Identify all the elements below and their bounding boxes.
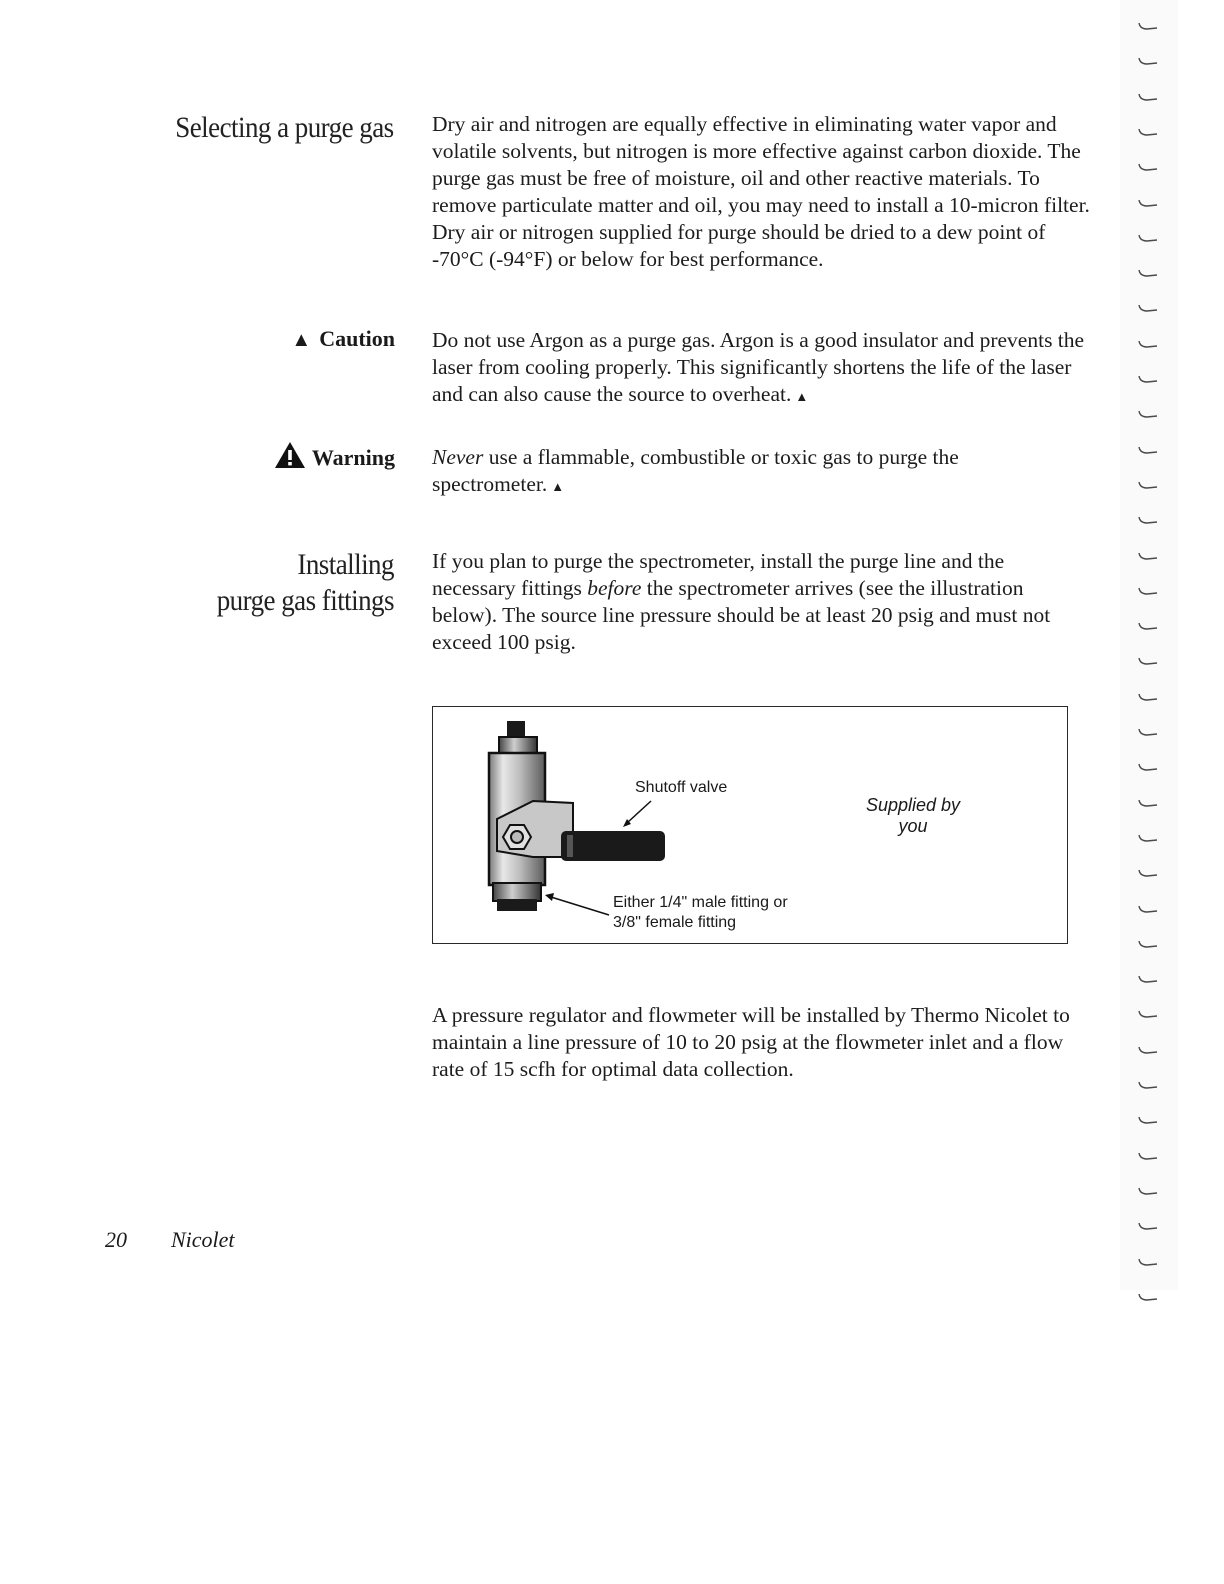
- binding-hole-icon: [1138, 905, 1158, 915]
- heading-selecting-purge-gas: Selecting a purge gas: [175, 111, 394, 144]
- binding-hole-icon: [1138, 446, 1158, 456]
- binding-hole-icon: [1138, 1258, 1158, 1268]
- fittings-paragraph: [432, 548, 1092, 656]
- binding-hole-icon: [1138, 234, 1158, 244]
- fittings-text-2: the spectrometer arrives (see the illustration below). The source line pressure should be at least 20 psig and must not exceed 100 psig.: [432, 575, 1051, 654]
- binding-hole-icon: [1138, 340, 1158, 350]
- binding-hole-icon: [1138, 1152, 1158, 1162]
- warning-label: [274, 441, 395, 471]
- heading-installing-fittings: [217, 547, 394, 619]
- binding-hole-icon: [1138, 728, 1158, 738]
- shutoff-valve-figure: [432, 706, 1068, 944]
- caution-paragraph: [432, 327, 1092, 411]
- end-mark-icon: ▲: [795, 388, 809, 404]
- purge-gas-paragraph: Dry air and nitrogen are equally effective in eliminating water vapor and volatile solvents, but nitrogen is more effective against carbon dioxide. The purge gas must be free of moisture, oil and other reactive materials. To remove particulate matter and oil, you may need to install a 10-micron filter. Dry air or nitrogen supplied for purge should be dried to a dew point of -70°C (-94°F) or below for best performance.: [432, 112, 1090, 271]
- fitting-label-line-2: 3/8" female fitting: [613, 914, 737, 931]
- heading-line-2: purge gas fittings: [216, 584, 394, 617]
- binding-hole-icon: [1138, 57, 1158, 67]
- binding-hole-icon: [1138, 1081, 1158, 1091]
- binding-hole-icon: [1138, 799, 1158, 809]
- warning-label-text: Warning: [311, 445, 395, 470]
- caution-triangle-icon: ▲: [291, 329, 312, 351]
- binding-hole-icon: [1138, 1010, 1158, 1020]
- caution-label: [291, 326, 395, 353]
- caution-text: Do not use Argon as a purge gas. Argon is a good insulator and prevents the laser from cooling properly. This significantly shortens the life of the laser and can also cause the source to overheat.: [432, 328, 1085, 406]
- shutoff-valve-label: Shutoff valve: [635, 779, 728, 796]
- footer-brand: Nicolet: [171, 1227, 235, 1252]
- page-number: 20: [105, 1227, 127, 1252]
- binding-hole-icon: [1138, 481, 1158, 491]
- fittings-text-1: If you plan to purge the spectrometer, install the purge line and the necessary fittings: [432, 549, 1005, 600]
- regulator-paragraph: A pressure regulator and flowmeter will be installed by Thermo Nicolet to maintain a line pressure of 10 to 20 psig at the flowmeter inlet and a flow rate of 15 scfh for optimal data collection.: [432, 1003, 1070, 1081]
- warning-text: use a flammable, combustible or toxic gas to purge the spectrometer.: [432, 445, 959, 496]
- binding-hole-icon: [1138, 940, 1158, 950]
- fitting-label-line-1: Either 1/4" male fitting or: [613, 894, 788, 911]
- binding-hole-icon: [1138, 657, 1158, 667]
- warning-emphasis: Never: [432, 445, 484, 469]
- binding-hole-icon: [1138, 763, 1158, 773]
- binding-hole-icon: [1138, 22, 1158, 32]
- supplied-line-2: you: [898, 816, 928, 836]
- binding-hole-icon: [1138, 975, 1158, 985]
- binding-hole-icon: [1138, 587, 1158, 597]
- end-mark-icon: ▲: [551, 478, 565, 494]
- binding-hole-icon: [1138, 1187, 1158, 1197]
- binding-hole-icon: [1138, 1222, 1158, 1232]
- fitting-label: [613, 893, 788, 933]
- supplied-line-1: Supplied by: [865, 795, 961, 815]
- binding-edge: [1120, 0, 1178, 1290]
- binding-hole-icon: [1138, 375, 1158, 385]
- binding-hole-icon: [1138, 269, 1158, 279]
- binding-hole-icon: [1138, 552, 1158, 562]
- binding-hole-icon: [1138, 1293, 1158, 1303]
- binding-hole-icon: [1138, 163, 1158, 173]
- binding-hole-icon: [1138, 1046, 1158, 1056]
- warning-paragraph: [432, 444, 1092, 501]
- binding-hole-icon: [1138, 304, 1158, 314]
- binding-hole-icon: [1138, 410, 1158, 420]
- heading-line-1: Installing: [297, 548, 394, 581]
- binding-hole-icon: [1138, 693, 1158, 703]
- binding-hole-icon: [1138, 128, 1158, 138]
- caution-label-text: Caution: [319, 326, 395, 351]
- supplied-by-you-label: [851, 795, 975, 837]
- binding-hole-icon: [1138, 199, 1158, 209]
- binding-hole-icon: [1138, 869, 1158, 879]
- binding-hole-icon: [1138, 1116, 1158, 1126]
- binding-hole-icon: [1138, 834, 1158, 844]
- warning-triangle-icon: [274, 441, 306, 469]
- fittings-emphasis: before: [587, 575, 642, 600]
- binding-hole-icon: [1138, 516, 1158, 526]
- binding-hole-icon: [1138, 93, 1158, 103]
- binding-hole-icon: [1138, 622, 1158, 632]
